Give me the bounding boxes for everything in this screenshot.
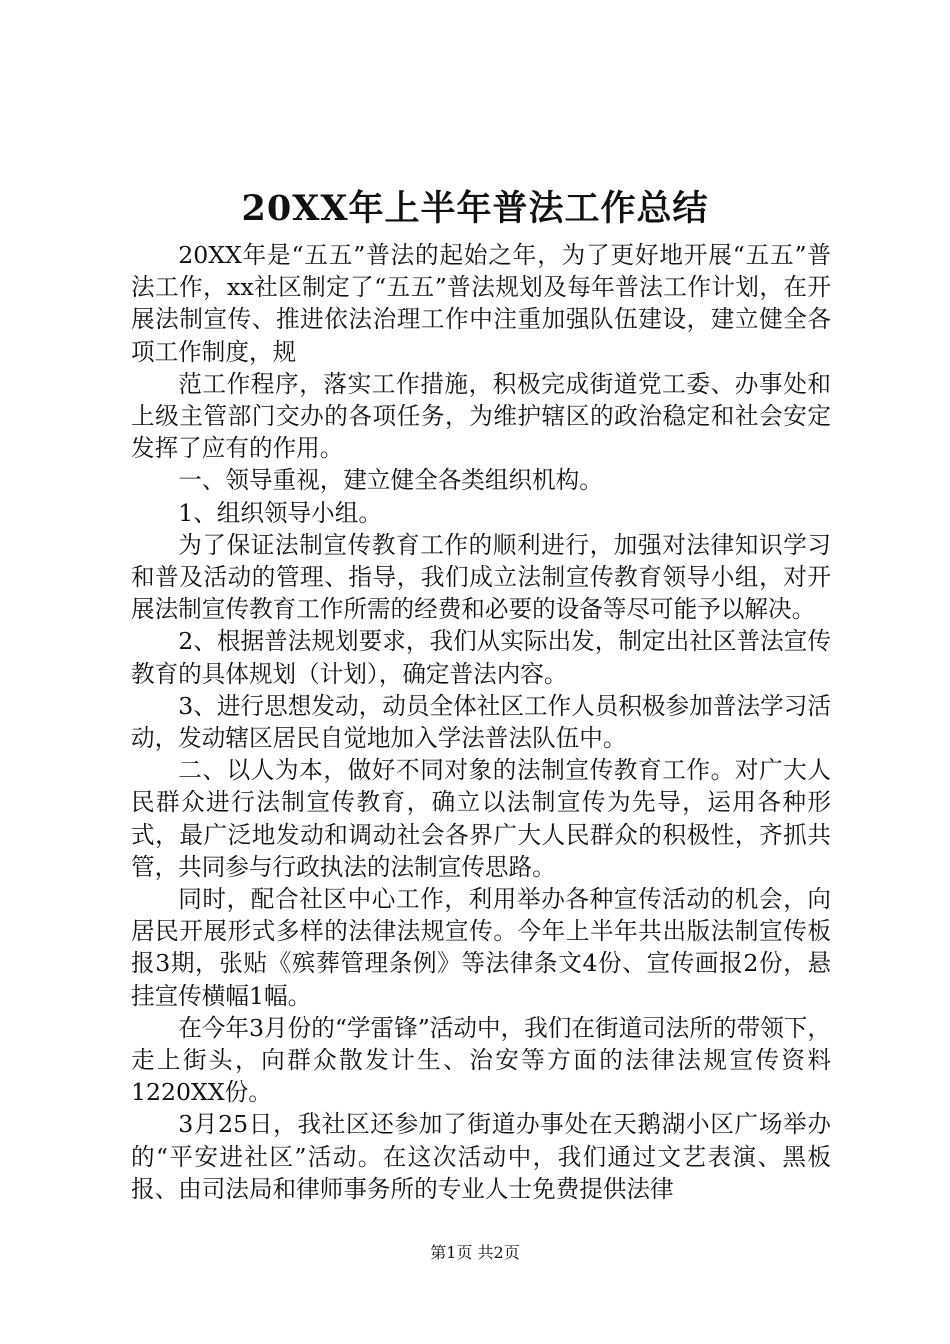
paragraph: 为了保证法制宣传教育工作的顺利进行，加强对法律知识学习和普及活动的管理、指导，我们成立法制宣传教育领导小组，对开展法制宣传教育工作所需的经费和必要的设备等尽可能予以解决。 [131, 530, 831, 624]
page-number-footer: 第1页 共2页 [430, 1243, 520, 1262]
paragraph-intro: 20XX年是“五五”普法的起始之年，为了更好地开展“五五”普法工作，xx社区制定了“五五”普法规划及每年普法工作计划，在开展法制宣传、推进依法治理工作中注重加强队伍建设，建立健全各项工作制度，规 [131, 241, 831, 366]
paragraph-intro-continued: 范工作程序，落实工作措施，积极完成街道党工委、办事处和上级主管部门交办的各项任务，为维护辖区的政治稳定和社会安定发挥了应有的作用。 [131, 369, 831, 463]
paragraph: 3月25日，我社区还参加了街道办事处在天鹅湖小区广场举办的“平安进社区”活动。在这次活动中，我们通过文艺表演、黑板报、由司法局和律师事务所的专业人士免费提供法律 [131, 1110, 831, 1203]
subsection-heading-1-1: 1、组织领导小组。 [178, 498, 382, 527]
paragraph: 同时，配合社区中心工作，利用举办各种宣传活动的机会，向居民开展形式多样的法律法规宣传。今年上半年共出版法制宣传板报3期，张贴《殡葬管理条例》等法律条文4份、宣传画报2份，悬挂宣传横幅1幅。 [131, 885, 831, 1010]
document-body [131, 239, 831, 1205]
section-heading-1: 一、领导重视，建立健全各类组织机构。 [178, 466, 603, 495]
paragraph: 在今年3月份的“学雷锋”活动中，我们在街道司法所的带领下，走上街头，向群众散发计生、治安等方面的法律法规宣传资料1220XX份。 [131, 1013, 831, 1107]
paragraph: 2、根据普法规划要求，我们从实际出发，制定出社区普法宣传教育的具体规划（计划），确定普法内容。 [131, 627, 831, 688]
document-title: 20XX年上半年普法工作总结 [241, 188, 709, 229]
paragraph: 3、进行思想发动，动员全体社区工作人员积极参加普法学习活动，发动辖区居民自觉地加入学法普法队伍中。 [131, 691, 831, 753]
section-heading-2: 二、以人为本，做好不同对象的法制宣传教育工作。对广大人民群众进行法制宣传教育，确立以法制宣传为先导，运用各种形式，最广泛地发动和调动社会各界广大人民群众的积极性，齐抓共管，共同参与行政执法的法制宣传思路。 [131, 756, 831, 881]
